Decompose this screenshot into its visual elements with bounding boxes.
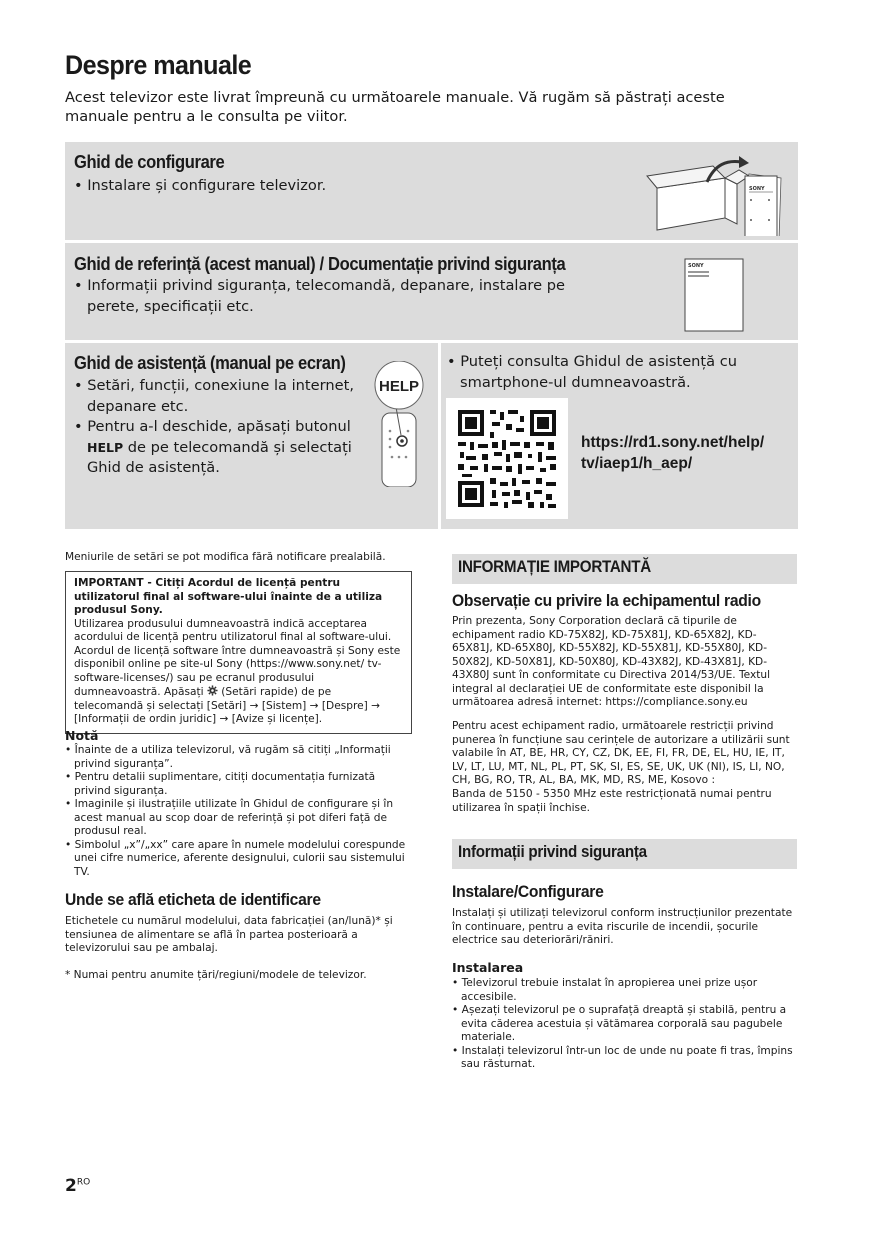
- safety-info-title: Informații privind siguranța: [458, 843, 647, 861]
- important-info-band: [452, 554, 797, 584]
- reference-guide-box: [65, 243, 798, 340]
- setup-guide-bullet: • Instalare și configurare televizor.: [74, 177, 327, 194]
- label-text: Etichetele cu numărul modelului, data fabricației (an/lună)* și tensiunea de alimentare se află în partea posterioară a televizorului sau pe ambalaj.: [65, 915, 393, 954]
- install-text: Instalați și utilizați televizorul conform instrucțiunilor prezentate în continuare, pentru a evita riscurile de incendii, șocurile electrice sau deteriorări/răniri.: [452, 907, 793, 946]
- install-item: • Instalați televizorul într-un loc de unde nu poate fi tras, împins sau răsturnat.: [452, 1044, 793, 1070]
- reference-brand-text: SONY: [688, 263, 704, 269]
- reference-guide-heading: Ghid de referință (acest manual) / Documentație privind siguranța: [74, 254, 566, 274]
- help-bubble-label: HELP: [378, 378, 420, 395]
- radio-heading: Observație cu privire la echipamentul radio: [452, 591, 761, 610]
- install-subheading: Instalarea: [452, 960, 524, 975]
- install-heading: Instalare/Configurare: [452, 882, 604, 901]
- note-item: • Simbolul „x”/„xx” care apare în numele modelului corespunde unei cifre numerice, aferente designului, culorii sau sistemului TV.: [65, 838, 406, 878]
- radio-text-2: Pentru acest echipament radio, următoarele restricții privind punerea în funcțiune sau cerințele de autorizare a utilizării sunt valabile în AT, BE, HR, CY, CZ, DK, EE, FI, FR, DE, EL, HU, IE, IT, LV, LT, LU, MT, NL, PL, PT, SK, SI, ES, SE, UK, UK (NI), IS, LI, NO, CH, BG, RO, TR, AL, BA, MK, MD, RS, ME, Kosovo :: [452, 720, 790, 786]
- qr-code[interactable]: [446, 398, 568, 519]
- note-item: • Înainte de a utiliza televizorul, vă rugăm să citiți „Informații privind siguranța”.: [65, 744, 391, 770]
- gear-icon: [207, 685, 218, 696]
- page-number: [65, 1176, 90, 1196]
- help-guide-bullet-2: • Pentru a-l deschide, apăsați butonul HELP de pe telecomandă și selectați Ghid de asistență.: [74, 418, 352, 476]
- reference-guide-bullet: • Informații privind siguranța, telecomandă, depanare, instalare pe perete, specificații etc.: [74, 277, 565, 315]
- help-guide-bullet-1: • Setări, funcții, conexiune la internet, depanare etc.: [74, 377, 354, 415]
- smartphone-bullet: • Puteți consulta Ghidul de asistență cu smartphone-ul dumneavoastră.: [447, 353, 738, 391]
- license-notice-heading: IMPORTANT - Citiți Acordul de licență pentru utilizatorul final al software-ului înainte de a utiliza produsul Sony.: [74, 577, 383, 616]
- label-footnote: * Numai pentru anumite țări/regiuni/modele de televizor.: [65, 969, 367, 981]
- manual-booklet-illustration: [683, 257, 745, 333]
- radio-text-3: Banda de 5150 - 5350 MHz este restricționată numai pentru utilizarea în spații închise.: [452, 788, 772, 814]
- install-list: [452, 977, 797, 1072]
- setup-guide-heading: Ghid de configurare: [74, 152, 225, 172]
- page-title: Despre manuale: [65, 50, 252, 80]
- qr-code-image: [446, 398, 568, 519]
- smartphone-box: [441, 343, 798, 529]
- help-url-line-2: tv/iaep1/h_aep/: [581, 455, 693, 472]
- page-number-value: 2: [65, 1176, 77, 1196]
- menu-note: Meniurile de setări se pot modifica fără notificare prealabilă.: [65, 551, 386, 563]
- remote-help-illustration: [370, 361, 432, 487]
- note-item: • Pentru detalii suplimentare, citiți documentația furnizată privind siguranța.: [65, 771, 376, 797]
- help-guide-box: [65, 343, 438, 529]
- license-notice-box: [65, 571, 412, 734]
- important-info-title: INFORMAȚIE IMPORTANTĂ: [458, 558, 651, 576]
- help-key-text: HELP: [87, 439, 124, 455]
- note-list: [65, 744, 415, 879]
- install-item: • Așezați televizorul pe o suprafață dreaptă și stabilă, pentru a evita căderea acestuia și vătămarea corporală sau pagubele materiale.: [452, 1004, 787, 1043]
- page-lang: RO: [76, 1177, 91, 1188]
- install-item: • Televizorul trebuie instalat în apropierea unei prize ușor accesibile.: [452, 977, 758, 1003]
- note-item: • Imaginile și ilustrațiile utilizate în Ghidul de configurare și în acest manual au scop doar de referință și pot diferi față de produsul real.: [65, 798, 394, 837]
- help-url[interactable]: [581, 432, 764, 474]
- label-heading: Unde se află eticheta de identificare: [65, 890, 321, 909]
- safety-info-band: [452, 839, 797, 869]
- radio-text-1: Prin prezenta, Sony Corporation declară că tipurile de echipament radio KD-75X82J, KD-75X81J, KD-65X82J, KD-65X81J, KD-65X80J, KD-55X82J, KD-55X81J, KD-55X80J, KD-50X82J, KD-50X81J, KD-50X80J, KD-43X82J, KD-43X81J, KD-43X80J sunt în conformitate cu Directiva 2014/53/UE. Textul integral al declarației UE de conformitate este disponibil la următoarea adresă internet: https://compliance.sony.eu: [452, 615, 771, 708]
- intro-text: Acest televizor este livrat împreună cu următoarele manuale. Vă rugăm să păstrați aceste manuale pentru a le consulta pe viitor.: [65, 89, 725, 125]
- note-heading: Notă: [65, 728, 99, 743]
- license-notice-text: Utilizarea produsului dumneavoastră indică acceptarea acordului de licență pentru utilizatorul final al software-ului. Acordul de licență software între dumneavoastră și Sony este disponibil online pe site-ul Sony (https://www.sony.net/ tv-software-licenses/) sau pe ecranul produsului dumneavoastră. Apăsați (Setări rapide) de pe telecomandă și selectați [Setări] → [Sistem] → [Despre] → [Informații de ordin juridic] → [Avize și licențe].: [74, 617, 401, 725]
- help-url-line-1: https://rd1.sony.net/help/: [581, 434, 765, 451]
- setup-guide-box: [65, 142, 798, 240]
- help-guide-heading: Ghid de asistență (manual pe ecran): [74, 353, 346, 373]
- tv-box-illustration: [645, 154, 795, 236]
- setup-brand-text: SONY: [749, 186, 765, 192]
